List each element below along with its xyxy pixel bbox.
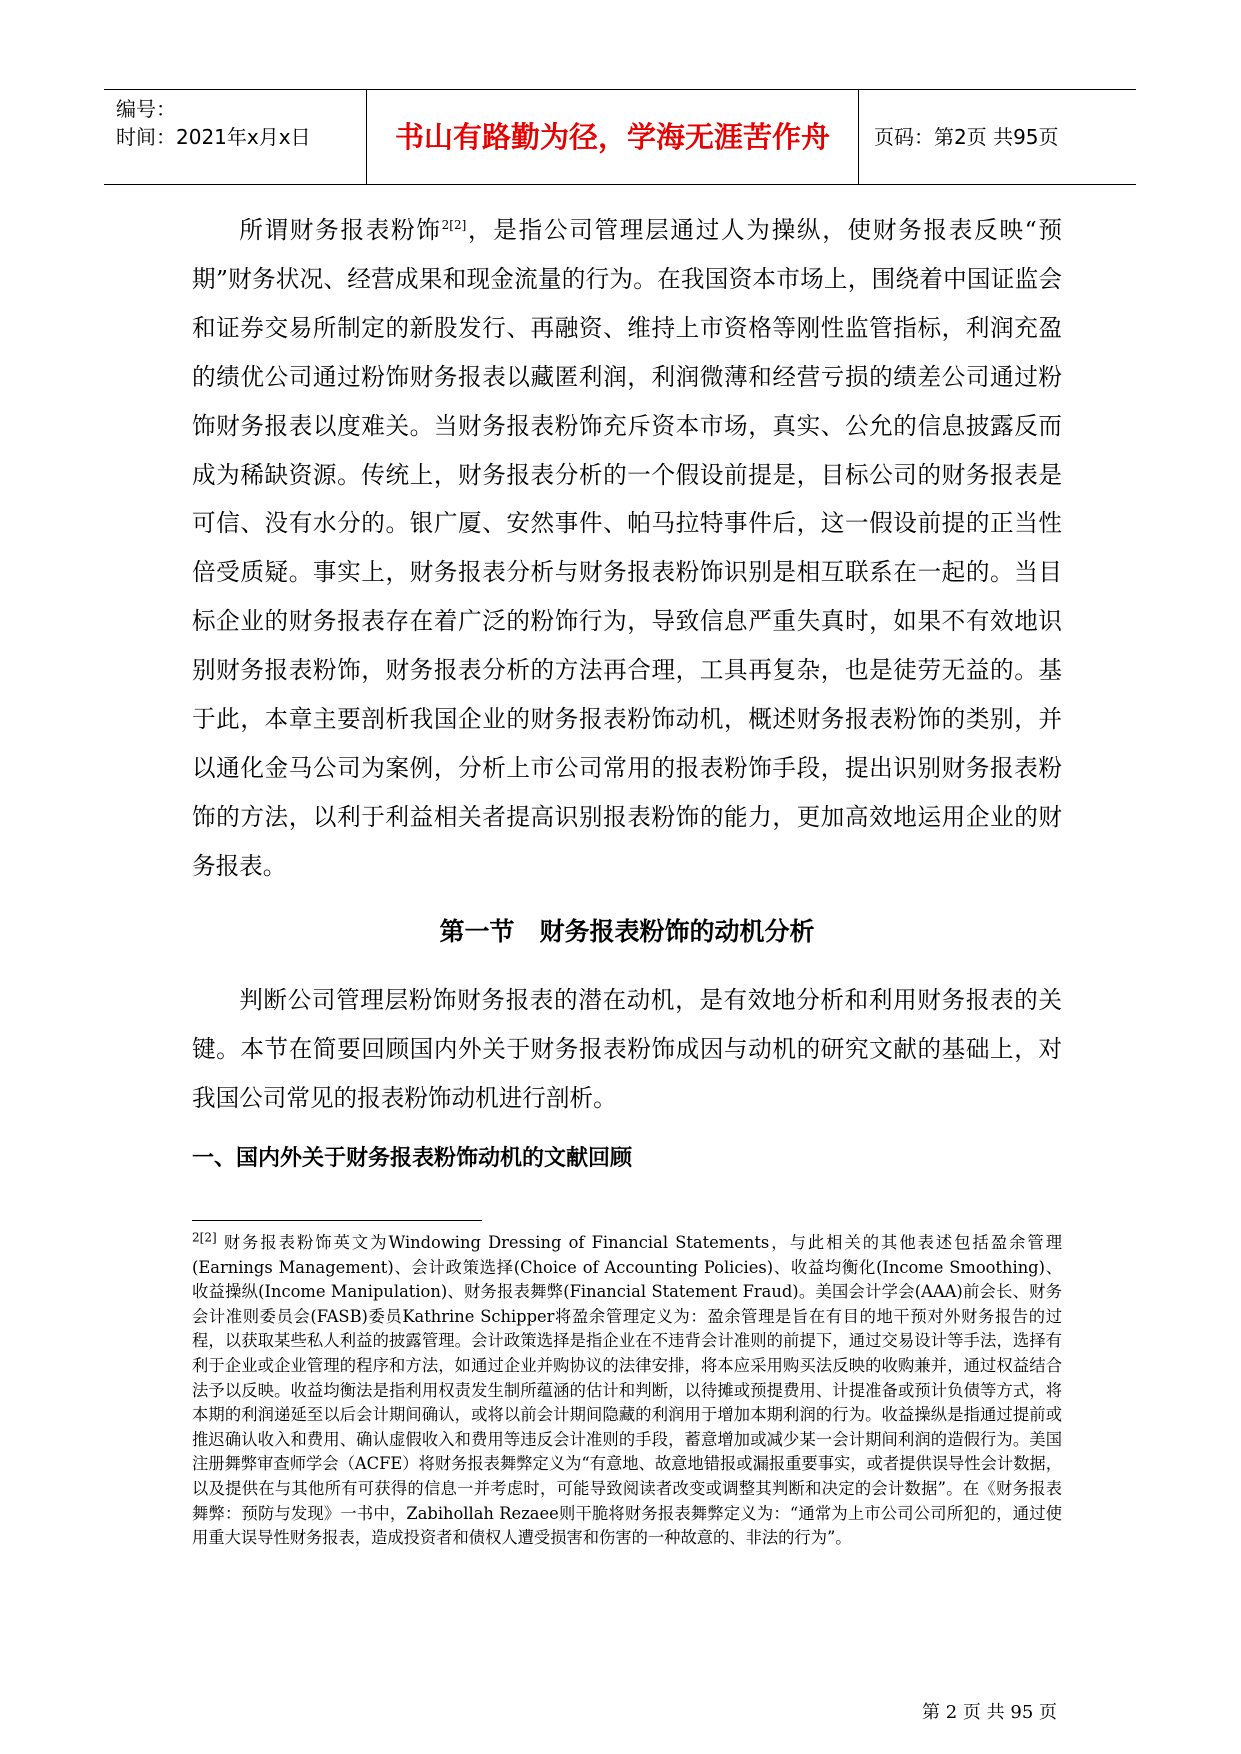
section-title: 第一节 财务报表粉饰的动机分析 (439, 917, 815, 946)
footnote-reference[interactable]: 2[2] (441, 218, 467, 233)
header-number-label: 编号： (116, 97, 176, 121)
paragraph-text-rest: ，是指公司管理层通过人为操纵，使财务报表反映“预期”财务状况、经营成果和现金流量的行为。在我国资本市场上，围绕着中国证监会和证券交易所制定的新股发行、再融资、维持上市资格等刚性监管指标，利润充盈的绩优公司通过粉饰财务报表以藏匿利润，利润微薄和经营亏损的绩差公司通过粉饰财务报表以度难关。当财务报表粉饰充斥资本市场，真实、公允的信息披露反而成为稀缺资源。传统上，财务报表分析的一个假设前提是，目标公司的财务报表是可信、没有水分的。银广厦、安然事件、帕马拉特事件后，这一假设前提的正当性倍受质疑。事实上，财务报表分析与财务报表粉饰识别是相互联系在一起的。当目标企业的财务报表存在着广泛的粉饰行为，导致信息严重失真时，如果不有效地识别财务报表粉饰，财务报表分析的方法再合理，工具再复杂，也是徒劳无益的。基于此，本章主要剖析我国企业的财务报表粉饰动机，概述财务报表粉饰的类别，并以通化金马公司为案例，分析上市公司常用的报表粉饰手段，提出识别财务报表粉饰的方法，以利于利益相关者提高识别报表粉饰的能力，更加高效地运用企业的财务报表。 (192, 216, 1063, 880)
footnote-separator (192, 1220, 482, 1221)
header-divider (858, 90, 859, 184)
intro-section (192, 206, 1062, 891)
subheading: 一、国内外关于财务报表粉饰动机的文献回顾 (192, 1146, 633, 1171)
section-paragraph: 判断公司管理层粉饰财务报表的潜在动机，是有效地分析和利用财务报表的关键。本节在简要回顾国内外关于财务报表粉饰成因与动机的研究文献的基础上，对我国公司常见的报表粉饰动机进行剖析。 (192, 986, 1062, 1112)
header-time-label: 时间：2021年x月x日 (116, 125, 311, 149)
footnote-marker: 2[2] (192, 1230, 217, 1245)
header-motto: 书山有路勤为径，学海无涯苦作舟 (394, 120, 830, 154)
header-page-label: 页码：第2页 共95页 (874, 125, 1059, 149)
footnote (192, 1231, 1062, 1551)
footnote-text: 财务报表粉饰英文为Windowing Dressing of Financial Statements，与此相关的其他表述包括盈余管理(Earnings Management)、会计政策选择(Choice of Accounting Policies)、收益均衡化(Income Smoothing)、收益操纵(Income Manipulation)、财务报表舞弊(Financial Statement Fraud)。美国会计学会(AAA)前会长、财务会计准则委员会(FASB)委员Kathrine Schipper将盈余管理定义为：盈余管理是旨在有目的地干预对外财务报告的过程，以获取某些私人利益的披露管理。会计政策选择是指企业在不违背会计准则的前提下，通过交易设计等手法，选择有利于企业或企业管理的程序和方法，如通过企业并购协议的法律安排，将本应采用购买法反映的收购兼并，通过权益结合法予以反映。收益均衡法是指利用权责发生制所蕴涵的估计和判断，以待摊或预提费用、计提准备或预计负债等方式，将本期的利润递延至以后会计期间确认，或将以前会计期间隐藏的利润用于增加本期利润的行为。收益操纵是指通过提前或推迟确认收入和费用、确认虚假收入和费用等违反会计准则的手段，蓄意增加或减少某一会计期间利润的造假行为。美国注册舞弊审查师学会（ACFE）将财务报表舞弊定义为“有意地、故意地错报或漏报重要事实，或者提供误导性会计数据，以及提供在与其他所有可获得的信息一并考虑时，可能导致阅读者改变或调整其判断和决定的会计数据”。在《财务报表舞弊：预防与发现》一书中，Zabihollah Rezaee则干脆将财务报表舞弊定义为：“通常为上市公司公司所犯的，通过使用重大误导性财务报表，造成投资者和债权人遭受损害和伤害的一种故意的、非法的行为”。 (192, 1233, 1062, 1548)
paragraph-text-start: 所谓财务报表粉饰 (239, 216, 442, 244)
section-paragraph-wrapper (192, 976, 1062, 1123)
intro-paragraph (192, 206, 1062, 891)
page-footer: 第 2 页 共 95 页 (922, 1702, 1057, 1723)
header-meta (116, 95, 311, 151)
page-header (104, 89, 1136, 185)
